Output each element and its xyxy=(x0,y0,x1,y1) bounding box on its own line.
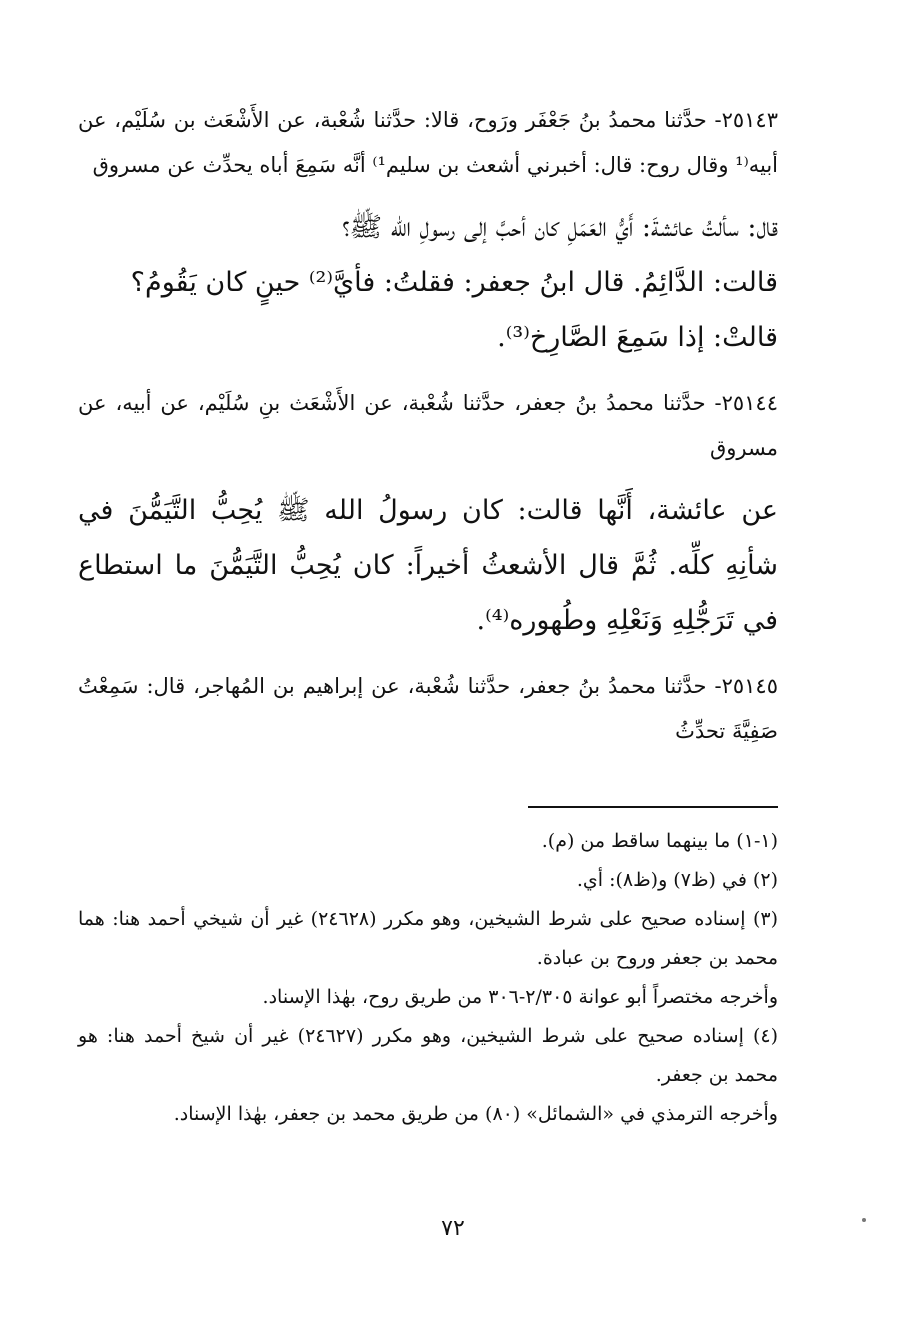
footnote-1: (١-١) ما بينهما ساقط من (م). xyxy=(541,830,778,852)
hadith-25143-matn-line-2: قالت: الدَّائِمُ. قال ابنُ جعفر: فقلتُ: فأيَّ⁽²⁾ حينٍ كان يَقُومُ؟ xyxy=(130,267,778,298)
footnote-3-continued: وأخرجه مختصراً أبو عوانة ٢/٣٠٥-٣٠٦ من طريق روح، بهٰذا الإسناد. xyxy=(262,986,778,1008)
footnote-3: (٣) إسناده صحيح على شرط الشيخين، وهو مكرر (٢٤٦٢٨) غير أن شيخي أحمد هنا: هما محمد بن جعفر وروح بن عبادة. xyxy=(78,908,778,969)
footnotes xyxy=(78,822,778,1134)
footnote-2: (٢) في (ظ٧) و(ظ٨): أي. xyxy=(576,869,778,891)
hadith-25144-isnad: ٢٥١٤٤- حدَّثنا محمدُ بنُ جعفر، حدَّثنا شُعْبة، عن الأَشْعَث بنِ سُلَيْم، عن أبيه، عن مسروق xyxy=(78,391,778,460)
page-number: ٧٢ xyxy=(441,1216,465,1241)
paper-speck xyxy=(862,1218,866,1222)
footnote-4: (٤) إسناده صحيح على شرط الشيخين، وهو مكرر (٢٤٦٢٧) غير أن شيخ أحمد هنا: هو محمد بن جعفر. xyxy=(78,1025,778,1086)
hadith-25143-matn-line-3: قالتْ: إذا سَمِعَ الصَّارِخ⁽³⁾. xyxy=(497,322,778,353)
hadith-25143-isnad: ٢٥١٤٣- حدَّثنا محمدُ بنُ جَعْفَر ورَوح، قالا: حدَّثنا شُعْبة، عن الأَشْعَث بن سُلَيْم، عن أبيه⁽¹ وقال روح: قال: أخبرني أشعث بن سليم¹⁾ أنَّه سَمِعَ أباه يحدِّث عن مسروق xyxy=(78,108,778,177)
hadith-25144-matn: عن عائشة، أَنَّها قالت: كان رسولُ الله ﷺ يُحِبُّ التَّيَمُّنَ في شأنِهِ كلِّه. ثُمَّ قال الأشعثُ أخيراً: كان يُحِبُّ التَّيَمُّنَ ما استطاع في تَرَجُّلِهِ وَنَعْلِهِ وطُهوره⁽⁴⁾. xyxy=(78,495,778,636)
footnote-separator xyxy=(528,806,778,808)
footnote-4-continued: وأخرجه الترمذي في «الشمائل» (٨٠) من طريق محمد بن جعفر، بهٰذا الإسناد. xyxy=(173,1103,778,1125)
hadith-25143-matn-line-1: قال: سألتُ عائشةَ: أَيُّ العَمَلِ كان أحبَّ إلى رسولِ الله ﷺ؟ xyxy=(342,212,778,243)
hadith-25145-isnad: ٢٥١٤٥- حدَّثنا محمدُ بنُ جعفر، حدَّثنا شُعْبة، عن إبراهيم بن المُهاجر، قال: سَمِعْتُ صَفِيَّةَ تحدِّثُ xyxy=(78,674,778,743)
